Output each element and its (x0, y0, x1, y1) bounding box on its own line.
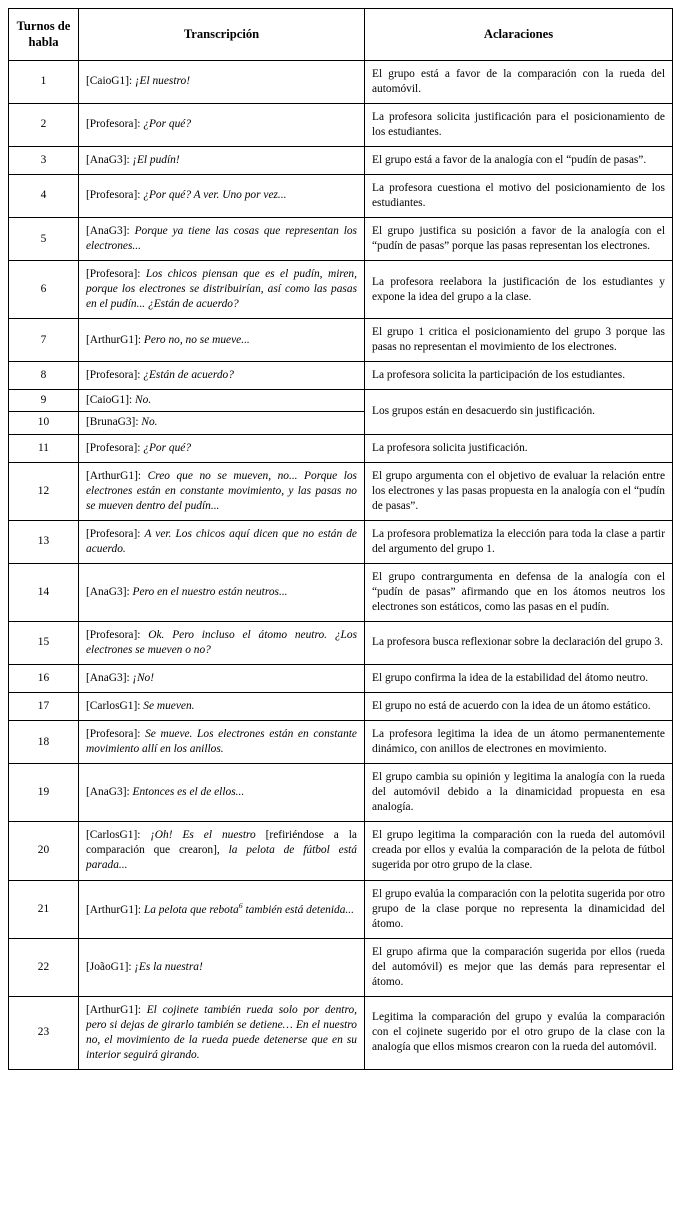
speaker-label: [Profesora]: (86, 527, 141, 540)
column-header-transcription: Transcripción (79, 9, 365, 61)
turn-number-cell: 11 (9, 434, 79, 462)
table-row (9, 174, 673, 217)
utterance-text: ¿Están de acuerdo? (143, 369, 234, 382)
transcription-cell (79, 146, 365, 174)
table-row (9, 319, 673, 362)
table-row (9, 693, 673, 721)
turn-number-cell: 2 (9, 103, 79, 146)
transcription-cell (79, 412, 365, 434)
table-row (9, 621, 673, 664)
transcription-cell (79, 721, 365, 764)
transcription-cell (79, 261, 365, 319)
table-row (9, 362, 673, 390)
transcription-cell (79, 996, 365, 1069)
footnote-marker: 6 (238, 900, 243, 910)
speaker-label: [ArthurG1]: (86, 469, 142, 482)
turn-number-cell: 8 (9, 362, 79, 390)
utterance-text: Se mueve. Los electrones están en constante movimiento allí en los anillos. (86, 728, 357, 756)
speaker-label: [CarlosG1]: (86, 700, 141, 713)
clarification-cell: La profesora solicita justificación. (365, 434, 673, 462)
clarification-cell: El grupo contrargumenta en defensa de la analogía con el “pudín de pasas” afirmando que en los átomos neutros los electrones son estáticos, como las pasas en el pudín. (365, 563, 673, 621)
utterance-text: Ok. Pero incluso el átomo neutro. ¿Los electrones se mueven o no? (86, 628, 357, 656)
speaker-label: [AnaG3]: (86, 585, 130, 598)
speaker-label: [BrunaG3]: (86, 416, 139, 429)
turn-number-cell: 7 (9, 319, 79, 362)
column-header-clarifications: Aclaraciones (365, 9, 673, 61)
utterance-text-continued: la pelota de fútbol está parada... (86, 844, 357, 872)
utterance-text: ¿Por qué? A ver. Uno por vez... (143, 189, 287, 202)
clarification-cell: El grupo evalúa la comparación con la pelotita sugerida por otro grupo de la clase porque no representa la dinamicidad del átomo. (365, 880, 673, 938)
clarification-cell: Los grupos están en desacuerdo sin justificación. (365, 390, 673, 434)
transcription-cell (79, 764, 365, 822)
speaker-label: [ArthurG1]: (86, 333, 142, 346)
utterance-text: ¡Oh! Es el nuestro (150, 829, 256, 842)
utterance-text: La pelota que rebota (143, 903, 239, 916)
turn-number-cell: 13 (9, 520, 79, 563)
utterance-text: Pero en el nuestro están neutros... (132, 585, 288, 598)
speaker-label: [Profesora]: (86, 369, 141, 382)
table-row (9, 996, 673, 1069)
transcription-cell (79, 362, 365, 390)
turn-number-cell: 22 (9, 938, 79, 996)
clarification-cell: El grupo está a favor de la comparación con la rueda del automóvil. (365, 60, 673, 103)
utterance-text: ¡El nuestro! (135, 75, 190, 88)
speaker-label: [AnaG3]: (86, 153, 130, 166)
turn-number-cell: 18 (9, 721, 79, 764)
utterance-text: ¿Por qué? (143, 118, 192, 131)
utterance-text: ¡No! (132, 672, 155, 685)
clarification-cell: Legitima la comparación del grupo y evalúa la comparación con el cojinete sugerido por el otro grupo de la clase con la analogía que ellos mismos crearon con la rueda del automóvil. (365, 996, 673, 1069)
table-row (9, 146, 673, 174)
speaker-label: [Profesora]: (86, 189, 141, 202)
table-row (9, 764, 673, 822)
utterance-text: Se mueven. (143, 700, 195, 713)
turn-number-cell: 3 (9, 146, 79, 174)
table-header-row (9, 9, 673, 61)
speaker-label: [AnaG3]: (86, 225, 130, 238)
clarification-cell: El grupo cambia su opinión y legitima la analogía con la rueda del automóvil debido a la dinamicidad propuesta en esa analogía. (365, 764, 673, 822)
transcription-cell (79, 174, 365, 217)
table-header (9, 9, 673, 61)
column-header-turn: Turnos de habla (9, 9, 79, 61)
table-body (9, 60, 673, 1069)
transcription-cell (79, 390, 365, 412)
utterance-text: ¡El pudín! (132, 153, 180, 166)
utterance-text: ¡Es la nuestra! (134, 960, 203, 973)
transcription-cell (79, 462, 365, 520)
clarification-cell: El grupo confirma la idea de la estabilidad del átomo neutro. (365, 665, 673, 693)
turn-number-cell: 1 (9, 60, 79, 103)
turn-number-cell: 6 (9, 261, 79, 319)
speaker-label: [Profesora]: (86, 728, 141, 741)
clarification-cell: La profesora solicita la participación de los estudiantes. (365, 362, 673, 390)
utterance-text: El cojinete también rueda solo por dentro, pero si dejas de girarlo también se detiene… En el nuestro no, el movimiento de la rueda puede detenerse que en su interior seguirá girando. (86, 1003, 357, 1061)
editorial-note: [refiriéndose a la comparación que crearon], (86, 829, 357, 857)
speaker-label: [CarlosG1]: (86, 829, 141, 842)
transcription-cell (79, 880, 365, 938)
transcript-table (8, 8, 673, 1070)
turn-number-cell: 20 (9, 822, 79, 880)
clarification-cell: El grupo 1 critica el posicionamiento del grupo 3 porque las pasas no representan el movimiento de los electrones. (365, 319, 673, 362)
speaker-label: [Profesora]: (86, 118, 141, 131)
clarification-cell: La profesora reelabora la justificación de los estudiantes y expone la idea del grupo a la clase. (365, 261, 673, 319)
clarification-cell: La profesora cuestiona el motivo del posicionamiento de los estudiantes. (365, 174, 673, 217)
turn-number-cell: 4 (9, 174, 79, 217)
transcription-cell (79, 520, 365, 563)
turn-number-cell: 17 (9, 693, 79, 721)
speaker-label: [JoãoG1]: (86, 960, 132, 973)
utterance-text: Porque ya tiene las cosas que representan los electrones... (86, 225, 357, 253)
transcription-cell (79, 218, 365, 261)
table-row (9, 822, 673, 880)
speaker-label: [AnaG3]: (86, 672, 130, 685)
speaker-label: [CaioG1]: (86, 394, 133, 407)
speaker-label: [Profesora]: (86, 628, 141, 641)
speaker-label: [ArthurG1]: (86, 903, 142, 916)
table-row (9, 390, 673, 412)
table-row (9, 721, 673, 764)
transcription-cell (79, 319, 365, 362)
utterance-text-continued: también está detenida... (242, 903, 354, 916)
speaker-label: [ArthurG1]: (86, 1003, 142, 1016)
clarification-cell: El grupo legitima la comparación con la rueda del automóvil creada por ellos y evalúa la comparación de la pelota de fútbol sugerida por otro grupo de la clase. (365, 822, 673, 880)
transcription-cell (79, 563, 365, 621)
speaker-label: [AnaG3]: (86, 786, 130, 799)
turn-number-cell: 10 (9, 412, 79, 434)
turn-number-cell: 12 (9, 462, 79, 520)
table-row (9, 261, 673, 319)
clarification-cell: El grupo está a favor de la analogía con el “pudín de pasas”. (365, 146, 673, 174)
utterance-text: Entonces es el de ellos... (132, 786, 245, 799)
table-row (9, 103, 673, 146)
turn-number-cell: 16 (9, 665, 79, 693)
table-row (9, 60, 673, 103)
clarification-cell: La profesora legitima la idea de un átomo permanentemente dinámico, con anillos de electrones en movimiento. (365, 721, 673, 764)
turn-number-cell: 21 (9, 880, 79, 938)
utterance-text: Los chicos piensan que es el pudín, miren, porque los electrones se distribuirían, así como las pasas en el pudín... ¿Están de acuerdo? (86, 268, 357, 311)
utterance-text: No. (141, 416, 158, 429)
turn-number-cell: 15 (9, 621, 79, 664)
turn-number-cell: 19 (9, 764, 79, 822)
utterance-text: ¿Por qué? (143, 441, 192, 454)
table-row (9, 665, 673, 693)
utterance-text: A ver. Los chicos aquí dicen que no están de acuerdo. (86, 527, 357, 555)
clarification-cell: El grupo no está de acuerdo con la idea de un átomo estático. (365, 693, 673, 721)
transcription-cell (79, 103, 365, 146)
transcription-cell (79, 621, 365, 664)
utterance-text: Pero no, no se mueve... (143, 333, 250, 346)
turn-number-cell: 9 (9, 390, 79, 412)
utterance-text: Creo que no se mueven, no... Porque los electrones están en constante movimiento, y las pasas no se mueven dentro del pudín... (86, 469, 357, 512)
transcription-cell (79, 822, 365, 880)
utterance-text: No. (135, 394, 152, 407)
table-row (9, 434, 673, 462)
table-row (9, 938, 673, 996)
turn-number-cell: 23 (9, 996, 79, 1069)
transcription-cell (79, 60, 365, 103)
table-row (9, 880, 673, 938)
clarification-cell: La profesora solicita justificación para el posicionamiento de los estudiantes. (365, 103, 673, 146)
table-row (9, 462, 673, 520)
turn-number-cell: 5 (9, 218, 79, 261)
document-page (0, 8, 680, 1212)
clarification-cell: La profesora busca reflexionar sobre la declaración del grupo 3. (365, 621, 673, 664)
table-row (9, 520, 673, 563)
speaker-label: [Profesora]: (86, 268, 141, 281)
clarification-cell: La profesora problematiza la elección para toda la clase a partir del argumento del grupo 1. (365, 520, 673, 563)
transcription-cell (79, 693, 365, 721)
speaker-label: [CaioG1]: (86, 75, 133, 88)
clarification-cell: El grupo afirma que la comparación sugerida por ellos (rueda del automóvil) es mejor que las demás para representar el átomo. (365, 938, 673, 996)
speaker-label: [Profesora]: (86, 441, 141, 454)
table-row (9, 563, 673, 621)
clarification-cell: El grupo justifica su posición a favor de la analogía con el “pudín de pasas” porque las pasas representan los electrones. (365, 218, 673, 261)
transcription-cell (79, 665, 365, 693)
transcription-cell (79, 434, 365, 462)
turn-number-cell: 14 (9, 563, 79, 621)
clarification-cell: El grupo argumenta con el objetivo de evaluar la relación entre los electrones y las pasas propuesta en la analogía con el “pudín de pasas”. (365, 462, 673, 520)
transcription-cell (79, 938, 365, 996)
table-row (9, 218, 673, 261)
